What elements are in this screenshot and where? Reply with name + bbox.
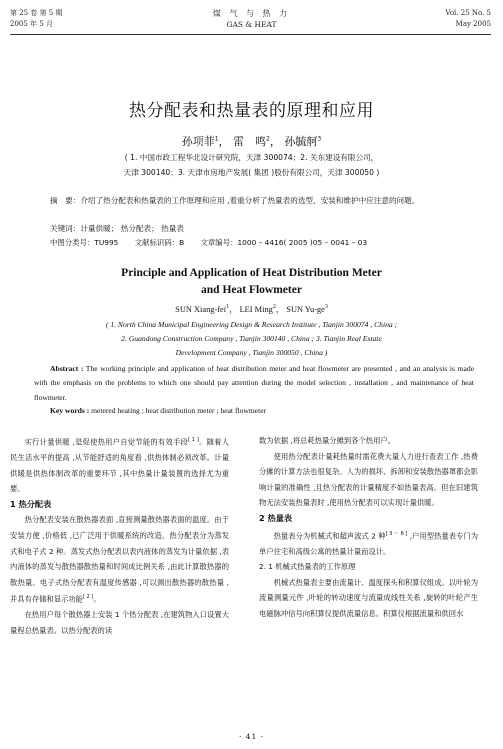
citation: [ 2 ] bbox=[82, 594, 94, 601]
body-column-right bbox=[259, 433, 478, 622]
body-paragraph: 使用热分配表计量耗热量时需花费大量人力进行查表工作 ,热费分摊的计算方法也很复杂。人为的损坏、拆卸和安装散热器罩都会影响计量的准确性 ,且热分配表的计量精度不如热量表高。但在旧建筑物无法安装热量表时 ,使用热分配表可以实现计量供暖。 bbox=[259, 451, 478, 508]
author-2: 雷 鸣 bbox=[233, 135, 267, 148]
title-en-line: Principle and Application of Heat Distribution Meter bbox=[121, 267, 382, 279]
authors-en bbox=[0, 303, 503, 315]
section-heading: 2 热量表 bbox=[259, 512, 293, 523]
author-2-affil: 2 bbox=[266, 135, 270, 143]
subsection-heading: 2. 1 机械式热量表的工作原理 bbox=[259, 562, 356, 572]
author-3-en-affil: 3 bbox=[324, 304, 328, 311]
title-en-line: and Heat Flowmeter bbox=[201, 284, 302, 296]
issue-date: 2005 年 5 月 bbox=[10, 20, 53, 28]
abstract-en-text: The working principle and application of heat distribution meter and heat flowmeter are presented , and an analysis is made with the emphasis on the problems to which one should pay attention during the model selection , installation , and maintenance of heat flowmeter. bbox=[34, 364, 475, 402]
journal-issue-en bbox=[445, 8, 491, 30]
document-code: 文献标识码：B bbox=[134, 238, 185, 247]
affiliation-en-line: ( 1. North China Municipal Engineering Design & Research Institute , Tianjin 300074 , China ; bbox=[105, 320, 398, 329]
body-paragraph bbox=[10, 433, 229, 497]
affiliation-en-line: 2. Guandong Construction Company , Tianjin 300140 , China ; 3. Tianjin Real Estate bbox=[121, 334, 382, 343]
paper-title-zh: 热分配表和热量表的原理和应用 bbox=[129, 101, 374, 121]
abstract-zh bbox=[34, 194, 474, 208]
keywords-en bbox=[50, 406, 266, 415]
keywords-en-text: metered heating ; heat distribution meter ; heat flowmeter bbox=[89, 406, 267, 415]
body-text: 热分配表安装在散热器表面 ,直接测量散热器表面的温度。由于安装方便 ,价格低 ,已广泛用于供暖系统的改造。热分配表分为蒸发式和电子式 2 种。蒸发式热分配表以表内液体的蒸发为计量依据 ,表内液体的蒸发与散热器散热量和时间成比例关系 ,由此计算散热器的散热量。电子式热分配表有温度传感器 ,可以测出散热器的散热量 ,并具有存储和显示功能 bbox=[10, 515, 229, 604]
author-2-en-affil: 2 bbox=[272, 304, 276, 311]
author-1-affil: 1 bbox=[214, 135, 219, 143]
citation: [ 3 ～ 6 ] bbox=[385, 530, 408, 537]
keywords-zh bbox=[50, 222, 184, 236]
author-1-en: SUN Xiang-fei bbox=[175, 305, 227, 314]
body-paragraph: 在热用户每个散热器上安装 1 个热分配表 ,在建筑物入口设置大量程总热量表。以热分配表的读 bbox=[10, 610, 229, 635]
volume-issue: 第 25 卷 第 5 期 bbox=[10, 9, 63, 17]
header-divider bbox=[10, 34, 491, 35]
body-text: 。 bbox=[93, 594, 101, 604]
affiliation-en-line: Development Company , Tianjin 300050 , China ) bbox=[175, 348, 328, 357]
keywords-label: 关键词： bbox=[50, 224, 81, 233]
paper-title-en bbox=[0, 265, 503, 299]
journal-name-en: GAS & HEAT bbox=[226, 20, 277, 29]
affiliation-line: ( 1. 中国市政工程华北设计研究院，天津 300074；2. 关东建设有限公司， bbox=[124, 153, 379, 162]
issue-date-en: May 2005 bbox=[455, 20, 491, 28]
journal-name bbox=[0, 8, 503, 30]
abstract-text: 介绍了热分配表和热量表的工作原理和应用 ,着重分析了热量表的选型、安装和维护中应注意的问题。 bbox=[80, 196, 420, 205]
author-3: 孙毓舸 bbox=[284, 135, 318, 148]
author-separator: ， bbox=[275, 305, 285, 314]
clc-number: 中图分类号：TU995 bbox=[50, 238, 119, 247]
author-1-en-affil: 1 bbox=[226, 304, 230, 311]
body-paragraph bbox=[10, 512, 229, 607]
author-1: 孙项菲 bbox=[181, 135, 215, 148]
citation: [ 1 ] bbox=[188, 437, 199, 443]
abstract-en bbox=[34, 362, 474, 405]
page-number: · 41 · bbox=[238, 732, 265, 741]
volume-issue-en: Vol. 25 No. 5 bbox=[445, 9, 491, 17]
classification-line bbox=[50, 236, 381, 250]
abstract-en-label: Abstract : bbox=[50, 364, 84, 373]
author-3-en: SUN Yu-ge bbox=[286, 305, 325, 314]
body-text: 。随着人民生活水平的提高 ,从节能舒适的角度看 ,供热体制必须改革。计量供暖是供热体制改革的重要环节 ,其中热量计量装置的选择尤为重要。 bbox=[10, 437, 230, 494]
author-3-affil: 3 bbox=[317, 135, 322, 143]
body-text: 热量表分为机械式和超声波式 2 种 bbox=[273, 530, 386, 540]
body-text: ,户用型热量表专门为单户住宅和高级公寓的热量计量而设计。 bbox=[259, 530, 479, 556]
body-paragraph bbox=[259, 527, 478, 560]
keywords-text: 计量供暖； 热分配表； 热量表 bbox=[80, 224, 184, 233]
body-column-left bbox=[10, 433, 229, 639]
author-2-en: LEI Ming bbox=[239, 305, 273, 314]
article-number: 文章编号：1000 – 4416( 2005 )05 – 0041 – 03 bbox=[200, 238, 368, 247]
abstract-label: 摘 要： bbox=[50, 196, 81, 205]
body-paragraph: 数为依据 ,将总耗热量分摊到各个热用户。 bbox=[259, 436, 395, 445]
author-separator: ， bbox=[229, 305, 238, 314]
body-text: 实行计量供暖 ,是促使热用户自觉节能的有效手段 bbox=[24, 437, 189, 447]
journal-name-zh: 煤 气 与 热 力 bbox=[212, 9, 291, 18]
affiliations-en bbox=[30, 318, 473, 360]
affiliation-line: 天津 300140；3. 天津市房地产发展( 集团 )股份有限公司，天津 300050 ) bbox=[123, 168, 380, 177]
author-separator: ， bbox=[269, 135, 281, 148]
author-separator: ， bbox=[218, 135, 230, 148]
keywords-en-label: Key words : bbox=[50, 406, 90, 415]
authors-zh bbox=[0, 133, 503, 149]
section-heading: 1 热分配表 bbox=[10, 498, 52, 509]
body-paragraph: 机械式热量表主要由流量计、温度探头和积算仪组成。以叶轮为流量测量元件 ,叶轮的转动速度与流量成线性关系 ,旋转的叶轮产生电磁脉冲信号向积算仪提供流量信息。积算仪根据流量和供回水 bbox=[259, 577, 478, 618]
affiliations-zh bbox=[40, 150, 463, 180]
